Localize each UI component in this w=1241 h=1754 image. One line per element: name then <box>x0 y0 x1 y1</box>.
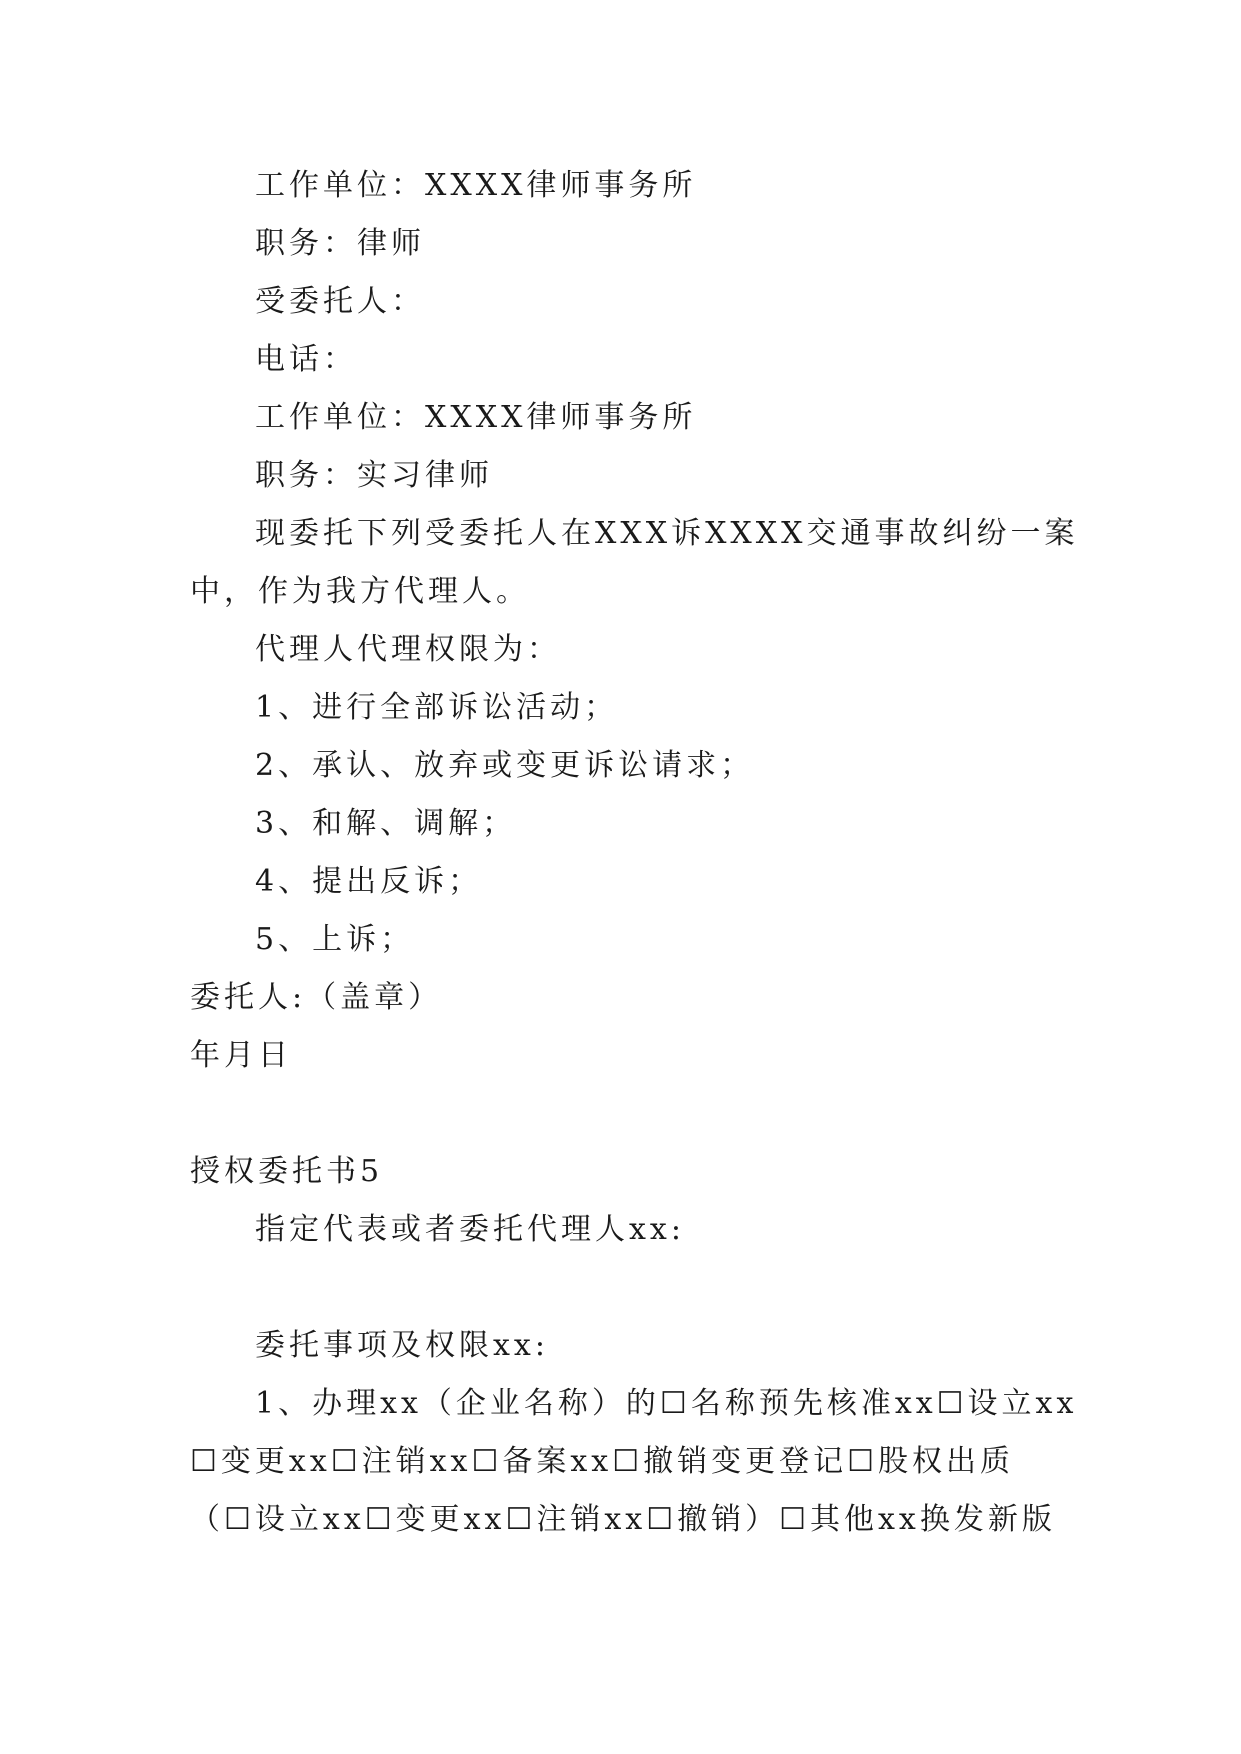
authority-item-4: 4、提出反诉； <box>255 864 483 899</box>
delegation-statement-continued: 中，作为我方代理人。 <box>190 574 530 609</box>
authority-heading: 代理人代理权限为： <box>255 632 561 667</box>
authority-item-5: 5、上诉； <box>255 922 415 957</box>
authority-item-2: 2、承认、放弃或变更诉讼请求； <box>255 748 755 783</box>
delegation-statement: 现委托下列受委托人在XXX诉XXXX交通事故纠纷一案 <box>255 516 1079 551</box>
signature-label: 委托人:（盖章） <box>190 980 443 1015</box>
authority-item-1: 1、进行全部诉讼活动； <box>255 690 619 725</box>
position-line-1: 职务：律师 <box>255 226 425 261</box>
delegated-matter-item-1: 1、办理xx（企业名称）的☐名称预先核准xx☐设立xx <box>255 1386 1078 1421</box>
date-label: 年月日 <box>190 1038 292 1073</box>
work-unit-line-1: 工作单位：XXXX律师事务所 <box>255 168 697 203</box>
section-title: 授权委托书5 <box>190 1154 384 1189</box>
work-unit-line-2: 工作单位：XXXX律师事务所 <box>255 400 697 435</box>
delegated-matters-heading: 委托事项及权限xx: <box>255 1328 549 1363</box>
delegated-matter-item-1-cont-1: ☐变更xx☐注销xx☐备案xx☐撤销变更登记☐股权出质 <box>190 1444 1014 1479</box>
phone-label: 电话： <box>255 342 357 377</box>
position-line-2: 职务：实习律师 <box>255 458 493 493</box>
delegated-matter-item-1-cont-2: （☐设立xx☐变更xx☐注销xx☐撤销）☐其他xx换发新版 <box>190 1502 1056 1537</box>
authority-item-3: 3、和解、调解； <box>255 806 517 841</box>
designated-representative-line: 指定代表或者委托代理人xx: <box>255 1212 685 1247</box>
agent-label: 受委托人： <box>255 284 425 319</box>
